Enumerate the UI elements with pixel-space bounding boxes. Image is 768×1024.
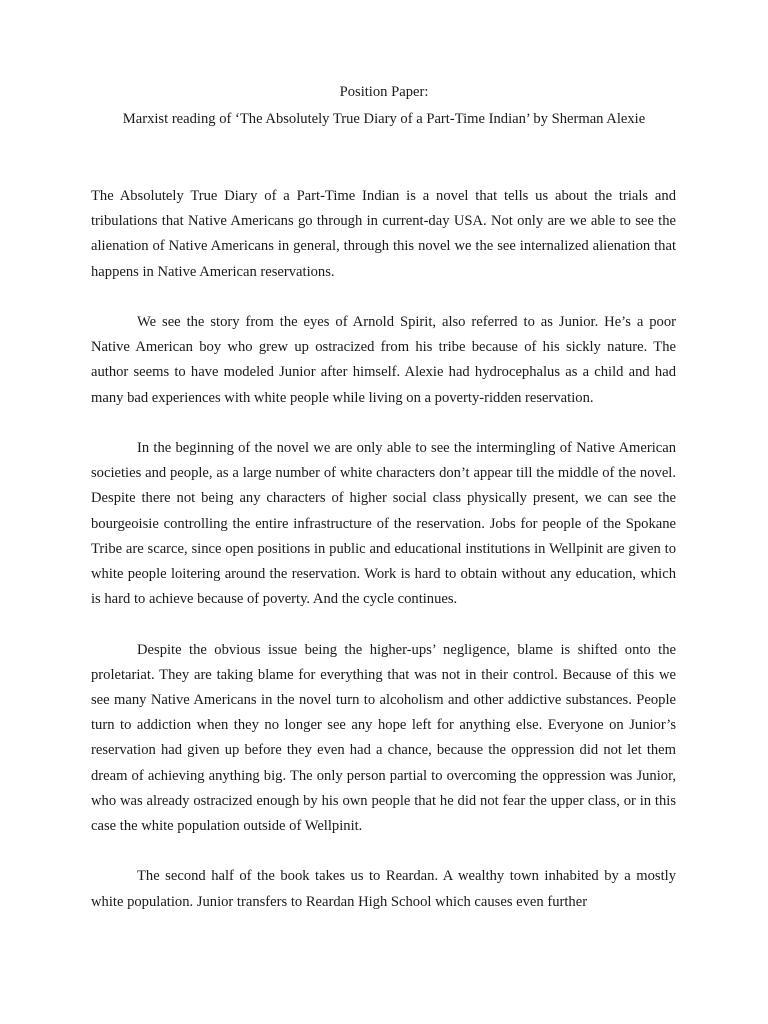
paragraph-reardan: The second half of the book takes us to Reardan. A wealthy town inhabited by a mostly white population. Junior transfers to Reardan High School which causes even further [91,868,676,910]
paragraph-junior: We see the story from the eyes of Arnold Spirit, also referred to as Junior. He’s a poor Native American boy who grew up ostracized from his tribe because of his sickly nature. The author seems to have modeled Junior after himself. Alexie had hydrocephalus as a child and had many bad experiences with white people while living on a poverty-ridden reservation. [91,314,676,406]
document-body [91,184,676,940]
paper-title: Marxist reading of ‘The Absolutely True Diary of a Part-Time Indian’ by Sherman Alexie [122,111,646,127]
paragraph-proletariat: Despite the obvious issue being the higher-ups’ negligence, blame is shifted onto the proletariat. They are taking blame for everything that was not in their control. Because of this we see many Native Americans in the novel turn to alcoholism and other addictive substances. People turn to addiction when they no longer see any hope left for anything else. Everyone on Junior’s reservation had given up before they even had a chance, because the oppression did not let them dream of achieving anything big. The only person partial to overcoming the oppression was Junior, who was already ostracized enough by his own people that he did not fear the upper class, or in this case the white population outside of Wellpinit. [91,641,676,835]
paragraph-intro: The Absolutely True Diary of a Part-Time Indian is a novel that tells us about the trials and tribulations that Native Americans go through in current-day USA. Not only are we able to see the alienation of Native Americans in general, through this novel we the see internalized alienation that happens in Native American reservations. [91,188,676,280]
paragraph-bourgeoisie: In the beginning of the novel we are only able to see the intermingling of Native American societies and people, as a large number of white characters don’t appear till the middle of the novel. Despite there not being any characters of higher social class physically present, we can see the bourgeoisie controlling the entire infrastructure of the reservation. Jobs for people of the Spokane Tribe are scarce, since open positions in public and educational institutions in Wellpinit are given to white people loitering around the reservation. Work is hard to obtain without any education, which is hard to achieve because of poverty. And the cycle continues. [91,440,676,608]
paper-type-heading: Position Paper: [339,84,429,100]
